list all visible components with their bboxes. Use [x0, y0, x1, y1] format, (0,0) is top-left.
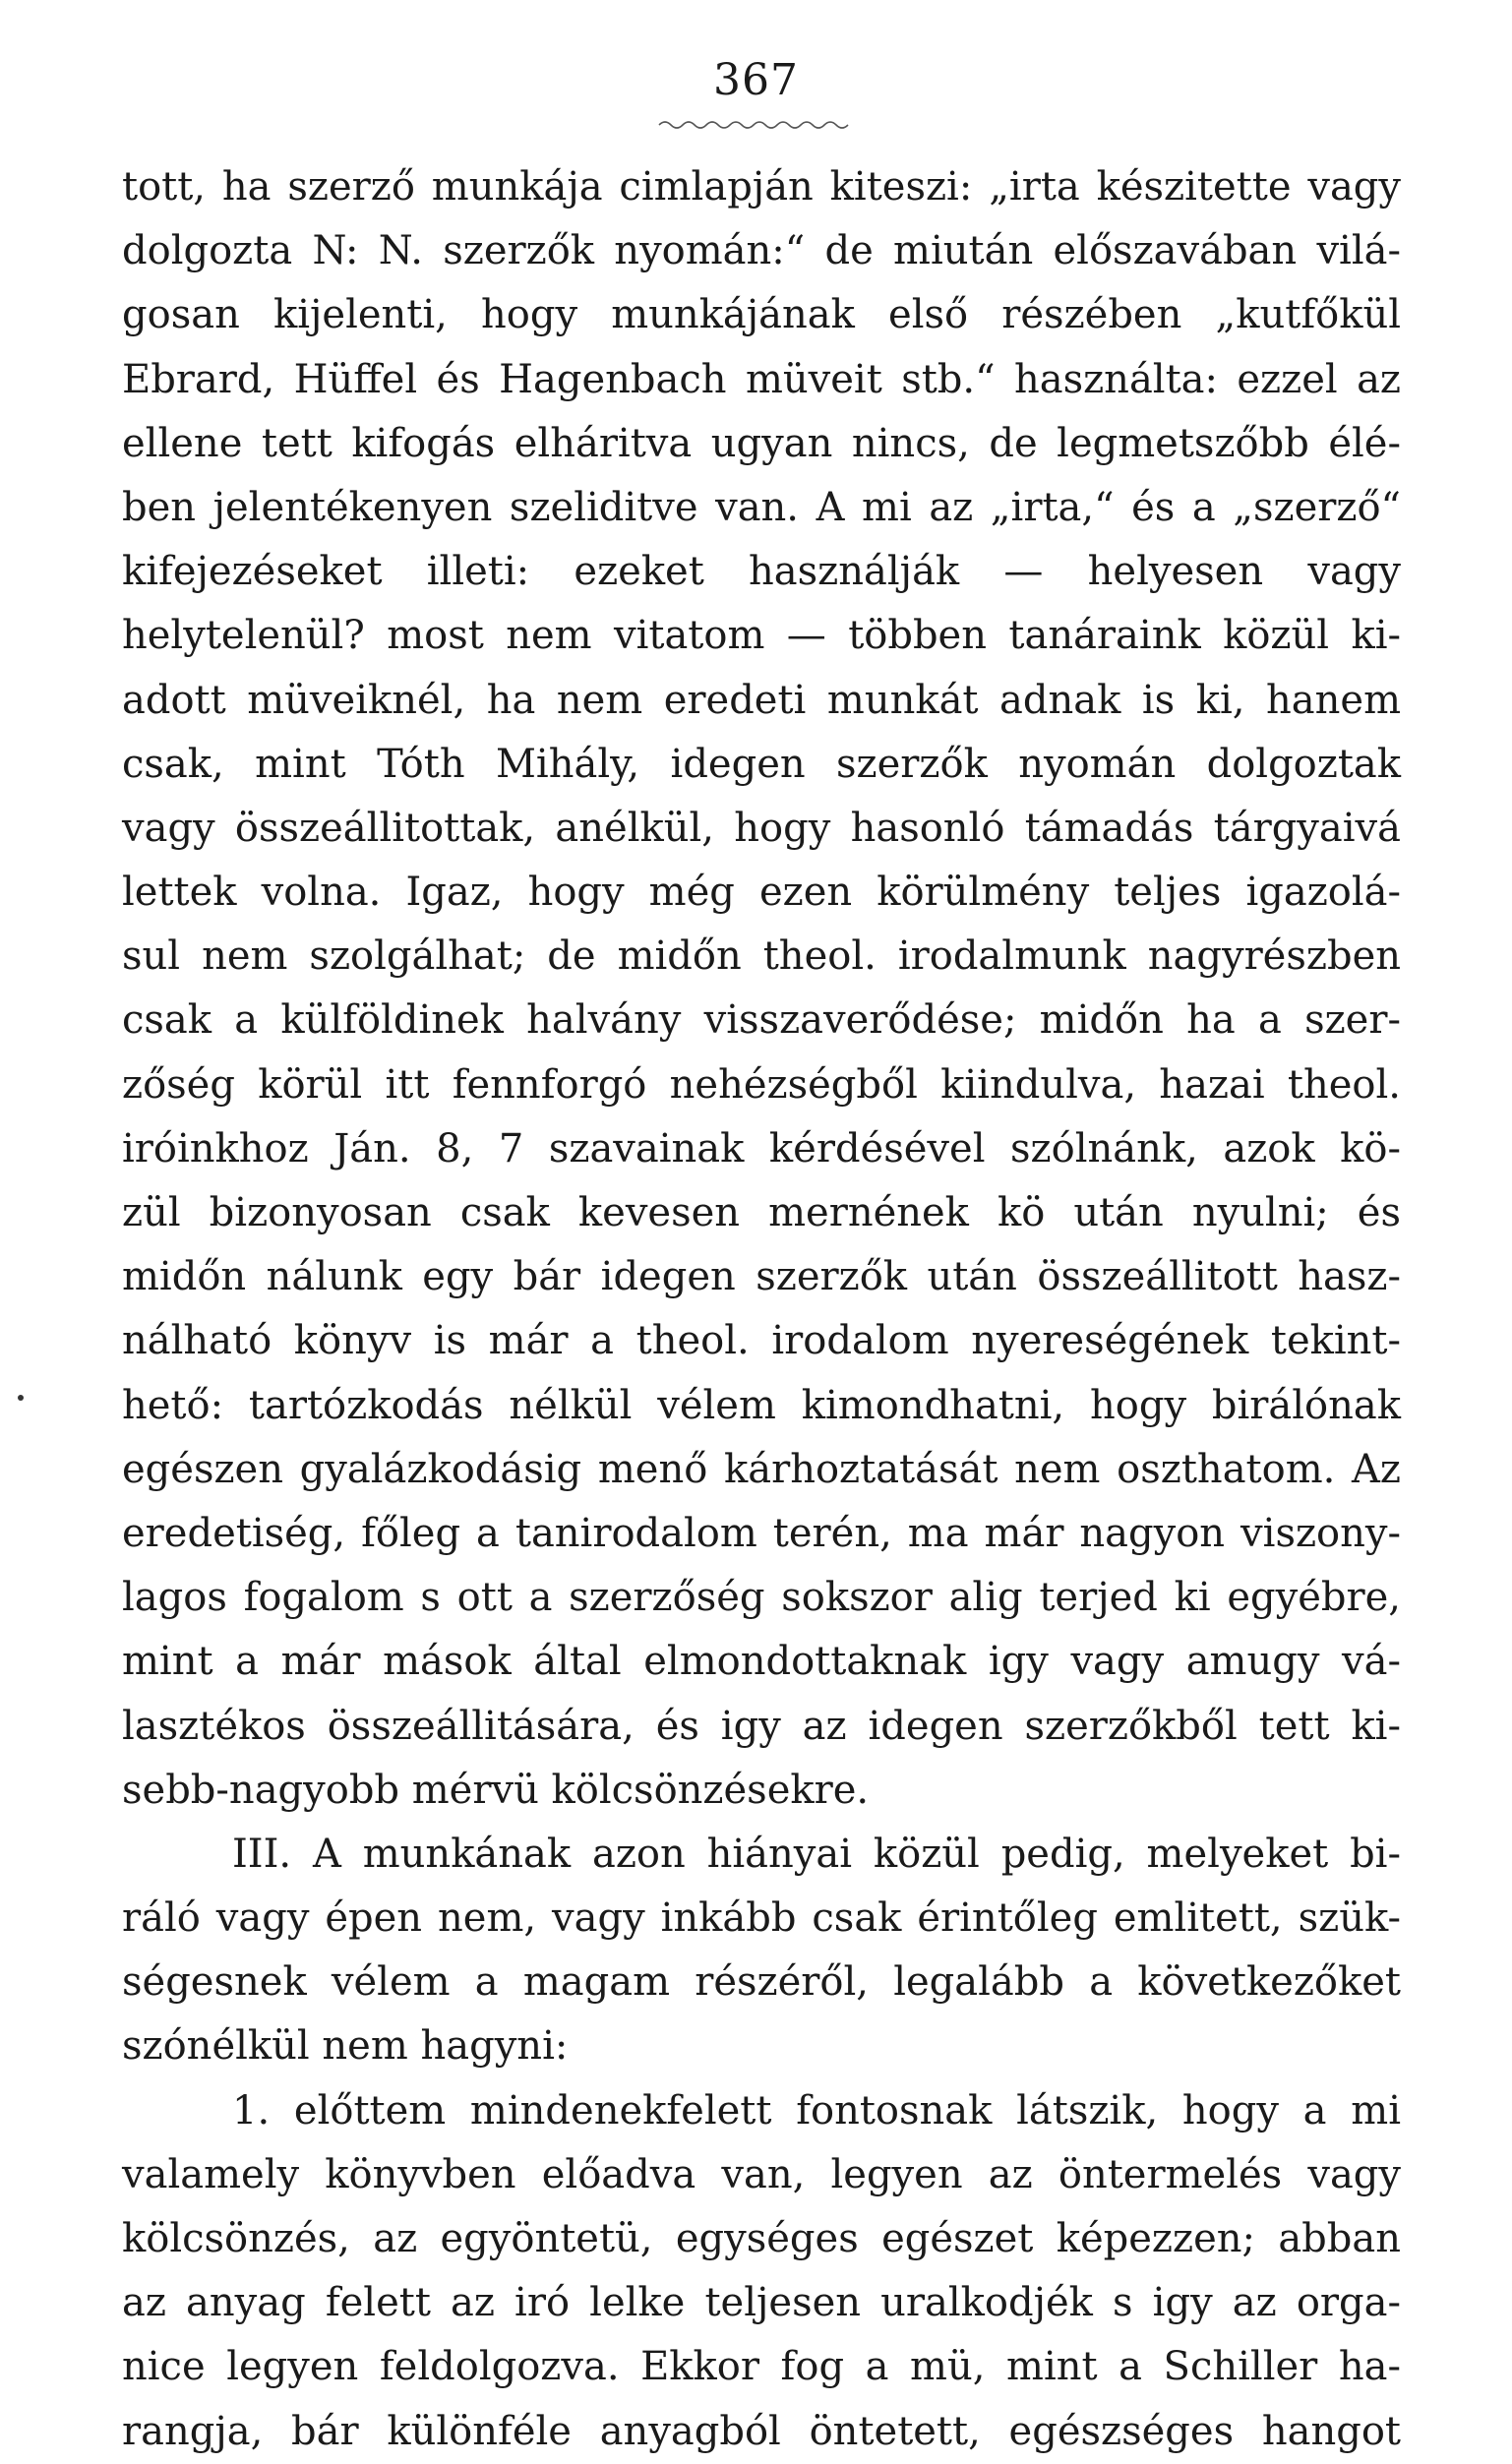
- text-line: szónélkül nem hagyni:: [122, 2023, 569, 2070]
- text-line: Ebrard, Hüffel és Hagenbach müveit stb.“ használta: ezzel az: [122, 356, 1401, 402]
- text-line: sebb-nagyobb mérvü kölcsönzésekre.: [122, 1767, 870, 1813]
- body-text: [122, 155, 1401, 2464]
- text-line: eredetiség, főleg a tanirodalom terén, ma már nagyon viszony-: [122, 1510, 1401, 1556]
- text-line: lasztékos összeállitására, és igy az idegen szerzőkből tett ki-: [122, 1703, 1401, 1749]
- text-line: csak, mint Tóth Mihály, idegen szerzők nyomán dolgoztak: [122, 741, 1401, 787]
- margin-speck: [18, 1395, 24, 1401]
- text-line: tott, ha szerző munkája cimlapján kiteszi: „irta készitette vagy: [122, 164, 1401, 210]
- text-line: dolgozta N: N. szerzők nyomán:“ de miután előszavában vilá-: [122, 228, 1401, 274]
- text-line: zül bizonyosan csak kevesen mernének kö után nyulni; és: [122, 1190, 1401, 1235]
- text-line: lettek volna. Igaz, hogy még ezen körülmény teljes igazolá-: [122, 870, 1401, 916]
- text-line: egészen gyalázkodásig menő kárhoztatását nem oszthatom. Az: [122, 1446, 1401, 1492]
- text-line: kölcsönzés, az egyöntetü, egységes egészet képezzen; abban: [122, 2216, 1401, 2261]
- text-line: vagy összeállitottak, anélkül, hogy hasonló támadás tárgyaivá: [122, 805, 1401, 851]
- text-line: mint a már mások által elmondottaknak igy vagy amugy vá-: [122, 1639, 1401, 1685]
- text-line: 1. előttem mindenekfelett fontosnak látszik, hogy a mi: [232, 2087, 1401, 2133]
- page-number: 367: [713, 55, 799, 105]
- text-line: kifejezéseket illeti: ezeket használják — helyesen vagy: [122, 549, 1401, 595]
- text-line: ségesnek vélem a magam részéről, legalább a következőket: [122, 1959, 1401, 2006]
- text-line: hető: tartózkodás nélkül vélem kimondhatni, hogy birálónak: [122, 1382, 1401, 1428]
- text-line: lagos fogalom s ott a szerzőség sokszor alig terjed ki egyébre,: [122, 1575, 1401, 1621]
- text-line: rangja, bár különféle anyagból öntetett, egészséges hangot: [122, 2408, 1401, 2454]
- text-line: midőn nálunk egy bár idegen szerzők után összeállitott hasz-: [122, 1254, 1401, 1300]
- page-number-ornament: [657, 116, 854, 130]
- text-line: iróinkhoz Ján. 8, 7 szavainak kérdésével szólnánk, azok kö-: [122, 1125, 1401, 1172]
- text-line: adott müveiknél, ha nem eredeti munkát adnak is ki, hanem: [122, 677, 1401, 723]
- text-line: helytelenül? most nem vitatom — többen tanáraink közül ki-: [122, 613, 1401, 659]
- text-line: nice legyen feldolgozva. Ekkor fog a mü, mint a Schiller ha-: [122, 2344, 1401, 2390]
- text-line: III. A munkának azon hiányai közül pedig, melyeket bi-: [232, 1831, 1401, 1877]
- text-line: ben jelentékenyen szeliditve van. A mi az „irta,“ és a „szerző“: [122, 484, 1401, 530]
- text-line: gosan kijelenti, hogy munkájának első részében „kutfőkül: [122, 292, 1401, 338]
- text-line: zőség körül itt fennforgó nehézségből kiindulva, hazai theol.: [122, 1061, 1401, 1108]
- text-line: valamely könyvben előadva van, legyen az öntermelés vagy: [122, 2151, 1401, 2197]
- text-line: sul nem szolgálhat; de midőn theol. irodalmunk nagyrészben: [122, 933, 1401, 980]
- text-line: az anyag felett az iró lelke teljesen uralkodjék s igy az orga-: [122, 2280, 1401, 2326]
- text-line: nálható könyv is már a theol. irodalom nyereségének tekint-: [122, 1318, 1401, 1364]
- text-line: csak a külföldinek halvány visszaverődése; midőn ha a szer-: [122, 997, 1401, 1044]
- text-line: ellene tett kifogás elháritva ugyan nincs, de legmetszőbb élé-: [122, 420, 1401, 466]
- text-line: ráló vagy épen nem, vagy inkább csak érintőleg emlitett, szük-: [122, 1895, 1401, 1942]
